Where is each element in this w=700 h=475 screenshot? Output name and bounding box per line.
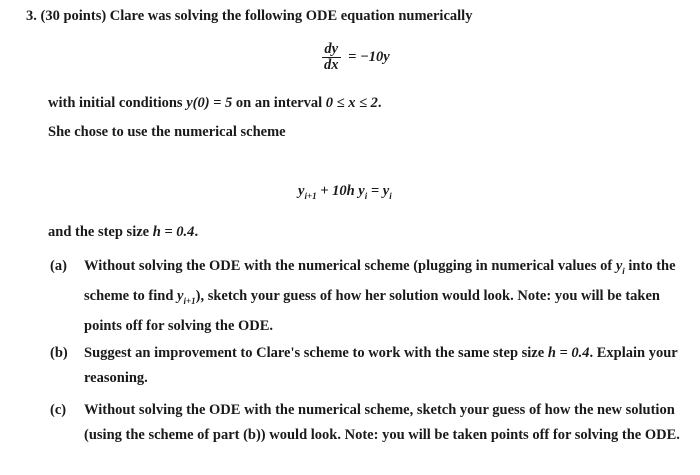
conditions-text-3: . xyxy=(377,95,382,111)
conditions-text-1: with initial conditions xyxy=(48,95,187,111)
part-a xyxy=(50,258,680,339)
scheme-sub-next: i+1 xyxy=(304,190,317,201)
part-a-text-3: ), sketch your guess of how her solution would look. xyxy=(195,287,518,304)
equation-rhs: = −10y xyxy=(348,48,390,65)
scheme-sub-i: i xyxy=(364,190,368,201)
ode-equation xyxy=(322,42,390,73)
interval: 0 ≤ x ≤ 2 xyxy=(325,95,378,111)
scheme-y-next: y xyxy=(298,183,305,199)
part-b-text-1: Suggest an improvement to Clare's scheme to work with the same step size xyxy=(84,345,548,361)
part-a-text-2: into the scheme to find xyxy=(84,258,676,304)
part-b-text xyxy=(84,341,680,391)
part-b xyxy=(50,345,680,391)
step-value: h = 0.4 xyxy=(152,224,195,240)
step-text: and the step size xyxy=(48,224,153,240)
part-c-text-1: Without solving the ODE with the numerical scheme, sketch your guess of how the new solution (using the scheme of part (b)) would look. xyxy=(84,402,675,443)
part-b-h-value: h = 0.4 xyxy=(547,345,590,361)
scheme-equals: = y xyxy=(367,183,390,199)
scheme-intro: She chose to use the numerical scheme xyxy=(48,124,286,140)
part-a-note: Note: xyxy=(517,287,552,304)
part-a-text xyxy=(84,254,680,339)
fraction-numerator: dy xyxy=(324,41,339,57)
part-a-text-1: Without solving the ODE with the numerical scheme (plugging in numerical values of xyxy=(84,258,616,274)
problem-intro: Clare was solving the following ODE equation numerically xyxy=(109,8,473,24)
part-c-label: (c) xyxy=(50,402,67,418)
part-c xyxy=(50,402,680,448)
step-end: . xyxy=(194,224,199,240)
part-a-text-4: you will be taken points off for solving the ODE. xyxy=(84,287,660,334)
problem-header xyxy=(26,8,472,25)
part-b-label: (b) xyxy=(50,345,68,361)
part-a-sub-2: i+1 xyxy=(183,295,196,306)
part-a-label: (a) xyxy=(50,258,67,274)
problem-number: 3. xyxy=(26,8,37,24)
scheme-sub-rhs: i xyxy=(389,190,392,201)
derivative-fraction xyxy=(322,42,341,73)
step-size-line xyxy=(48,224,198,241)
problem-points: (30 points) xyxy=(40,8,107,24)
fraction-denominator: dx xyxy=(324,57,339,73)
part-b-text-2: . Explain your reasoning. xyxy=(84,345,678,386)
part-a-sub-1: i xyxy=(622,265,625,276)
part-c-text-2: you will be taken points off for solving the ODE. xyxy=(378,427,680,443)
initial-conditions-line xyxy=(48,95,382,112)
numerical-scheme xyxy=(298,183,392,201)
scheme-middle: + 10h y xyxy=(316,183,365,199)
part-c-text xyxy=(84,398,680,448)
part-a-var-2: y xyxy=(177,287,184,304)
initial-condition: y(0) = 5 xyxy=(186,95,233,111)
conditions-text-2: on an interval xyxy=(232,95,326,111)
part-c-note: Note: xyxy=(344,427,379,443)
part-a-var-1: y xyxy=(615,258,623,274)
